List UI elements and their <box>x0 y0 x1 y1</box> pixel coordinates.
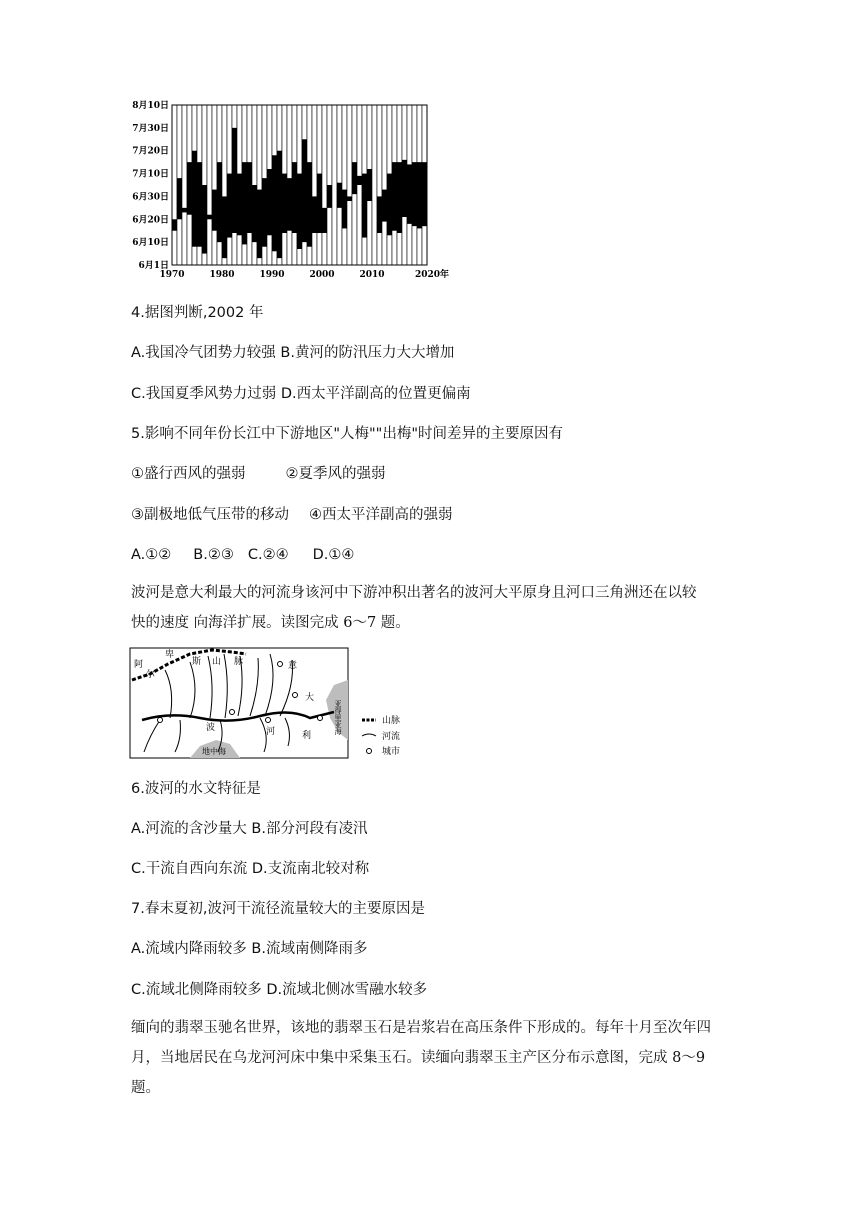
meiyu-period-bar <box>352 162 357 194</box>
passage1-line2: 快的速度 向海洋扩展。读图完成 6～7 题。 <box>131 615 410 631</box>
year-column <box>347 105 352 265</box>
meiyu-period-bar <box>347 196 352 201</box>
q5-items-row1 <box>131 463 386 485</box>
q6-options-ab: A.河流的含沙量大 B.部分河段有凌汛 <box>131 821 368 837</box>
year-column <box>322 105 327 265</box>
meiyu-period-bar <box>287 178 292 231</box>
meiyu-period-bar <box>282 174 287 233</box>
meiyu-period-bar <box>192 151 197 247</box>
meiyu-period-bar <box>292 162 297 233</box>
map-label-si: 斯 <box>192 657 202 667</box>
q5-item-1: ①盛行西风的强弱 <box>131 466 246 482</box>
meiyu-period-bar <box>312 196 317 233</box>
meiyu-period-bar <box>327 185 332 208</box>
q4-stem: 4.据图判断,2002 年 <box>131 305 264 321</box>
year-column <box>342 105 347 265</box>
meiyu-period-bar <box>262 178 267 247</box>
map-label-li: 利 <box>302 731 312 741</box>
meiyu-period-bar <box>417 162 422 228</box>
year-column <box>182 105 187 265</box>
y-tick-label: 8月10日 <box>132 101 169 111</box>
meiyu-period-bar <box>237 174 242 236</box>
meiyu-period-bar <box>317 174 322 233</box>
map-label-bei: 卑 <box>165 650 175 660</box>
x-axis-labels <box>159 268 449 280</box>
year-column <box>207 105 212 265</box>
meiyu-period-bar <box>252 185 257 242</box>
meiyu-period-bar <box>307 162 312 247</box>
meiyu-chart <box>120 95 460 287</box>
meiyu-period-bar <box>397 162 402 233</box>
map-label-er: 尔 <box>146 670 156 680</box>
map-label-yi: 意 <box>288 661 298 671</box>
passage2-line3: 题。 <box>131 1080 160 1096</box>
year-column <box>212 105 217 265</box>
map-label-mediterranean: 地中海 <box>202 747 226 756</box>
passage1-line1: 波河是意大利最大的河流身该河中下游冲积出著名的波河大平原身且河口三角洲还在以较 <box>131 585 697 601</box>
meiyu-period-bar <box>407 164 412 223</box>
q5-item-3: ③副极地低气压带的移动 <box>131 507 289 523</box>
meiyu-period-bar <box>297 174 302 249</box>
year-column <box>172 105 177 265</box>
meiyu-period-bar <box>197 162 202 247</box>
year-column <box>382 105 387 265</box>
legend-mountain-label: 山脉 <box>382 716 401 726</box>
q5-option-a: A.①② <box>131 547 172 563</box>
q5-stem: 5.影响不同年份长江中下游地区"人梅""出梅"时间差异的主要原因有 <box>131 426 564 442</box>
y-tick-label: 6月1日 <box>138 261 169 271</box>
meiyu-period-bar <box>302 139 307 242</box>
meiyu-period-bar <box>412 162 417 226</box>
y-tick-label: 6月10日 <box>132 238 169 249</box>
meiyu-period-bar <box>257 190 262 259</box>
chart-bars <box>172 105 427 265</box>
y-tick-label: 6月30日 <box>132 192 169 203</box>
y-tick-label: 7月30日 <box>132 123 169 134</box>
map-legend <box>362 714 400 757</box>
x-tick-label: 2010 <box>359 270 385 280</box>
q5-option-d: D.①④ <box>312 547 355 563</box>
q4-options-cd: C.我国夏季风势力过弱 D.西太平洋副高的位置更偏南 <box>131 386 471 402</box>
q7-options-ab: A.流域内降雨较多 B.流域南侧降雨多 <box>131 941 368 957</box>
y-axis-labels <box>132 100 169 271</box>
x-tick-label: 1980 <box>209 270 235 280</box>
map-label-shan: 山 <box>212 657 222 667</box>
meiyu-period-bar <box>172 219 177 230</box>
q5-item-4: ④西太平洋副高的强弱 <box>309 507 453 523</box>
map-label-bo: 波 <box>206 723 216 733</box>
y-tick-label: 7月10日 <box>132 169 169 180</box>
q6-options-cd: C.干流自西向东流 D.支流南北较对称 <box>131 861 370 877</box>
passage-po-river <box>131 578 731 638</box>
meiyu-period-bar <box>392 162 397 231</box>
q5-option-c: C.②④ <box>247 547 289 563</box>
legend-city-icon <box>367 749 372 754</box>
legend-city-label: 城市 <box>382 747 401 757</box>
legend-river-label: 河流 <box>382 732 401 742</box>
meiyu-period-bar <box>357 176 362 185</box>
passage-jade <box>131 1013 731 1103</box>
x-tick-label: 1990 <box>259 270 285 280</box>
year-column <box>377 105 382 265</box>
passage2-line2: 月，当地居民在乌龙河河床中集中采集玉石。读缅向翡翠玉主产区分布示意图，完成 8～9 <box>131 1050 706 1066</box>
q7-options-cd: C.流域北侧降雨较多 D.流域北侧冰雪融水较多 <box>131 982 428 998</box>
meiyu-period-bar <box>402 160 407 217</box>
map-label-he: 河 <box>266 727 276 737</box>
q6-stem: 6.波河的水文特征是 <box>131 781 261 797</box>
y-tick-label: 7月20日 <box>132 146 169 157</box>
q5-item-2: ②夏季风的强弱 <box>285 466 386 482</box>
meiyu-period-bar <box>207 215 212 220</box>
meiyu-period-bar <box>222 196 227 258</box>
x-tick-label: 2000 <box>309 270 335 280</box>
year-column <box>372 105 377 265</box>
meiyu-period-bar <box>337 183 342 208</box>
meiyu-period-bar <box>217 162 222 242</box>
po-river-map <box>120 640 420 765</box>
q4-options-ab: A.我国冷气团势力较强 B.黄河的防汛压力大大增加 <box>131 345 455 361</box>
year-column <box>332 105 337 265</box>
q5-options <box>131 544 354 566</box>
meiyu-period-bar <box>267 169 272 235</box>
meiyu-period-bar <box>187 162 192 215</box>
meiyu-period-bar <box>387 174 392 236</box>
meiyu-period-bar <box>202 185 207 254</box>
q5-items-row2 <box>131 504 453 526</box>
map-label-adriatic: 亚得里亚海 <box>334 700 342 735</box>
passage2-line1: 缅向的翡翠玉驰名世界，该地的翡翠玉石是岩浆岩在高压条件下形成的。每年十月至次年四 <box>131 1020 711 1036</box>
meiyu-period-bar <box>227 174 232 238</box>
y-tick-label: 6月20日 <box>132 215 169 226</box>
meiyu-period-bar <box>422 162 427 226</box>
meiyu-period-bar <box>377 196 382 233</box>
meiyu-period-bar <box>382 190 387 222</box>
meiyu-period-bar <box>247 162 252 233</box>
map-label-mai: 脉 <box>234 657 244 667</box>
x-tick-label: 1970 <box>159 270 185 280</box>
meiyu-period-bar <box>212 190 217 231</box>
meiyu-period-bar <box>367 169 372 201</box>
x-tick-label: 2020年 <box>414 270 450 280</box>
meiyu-period-bar <box>362 174 367 238</box>
map-label-da: 大 <box>305 693 315 703</box>
meiyu-period-bar <box>182 208 187 213</box>
meiyu-period-bar <box>232 128 237 233</box>
meiyu-period-bar <box>277 151 282 258</box>
q7-stem: 7.春末夏初,波河干流径流量较大的主要原因是 <box>131 901 425 917</box>
legend-river-icon <box>362 734 376 736</box>
meiyu-period-bar <box>322 208 327 233</box>
q5-option-b: B.②③ <box>193 547 234 563</box>
year-column <box>312 105 317 265</box>
meiyu-period-bar <box>342 190 347 229</box>
map-label-a: 阿 <box>134 660 144 670</box>
meiyu-period-bar <box>177 178 182 219</box>
meiyu-period-bar <box>242 162 247 244</box>
meiyu-period-bar <box>272 155 277 251</box>
